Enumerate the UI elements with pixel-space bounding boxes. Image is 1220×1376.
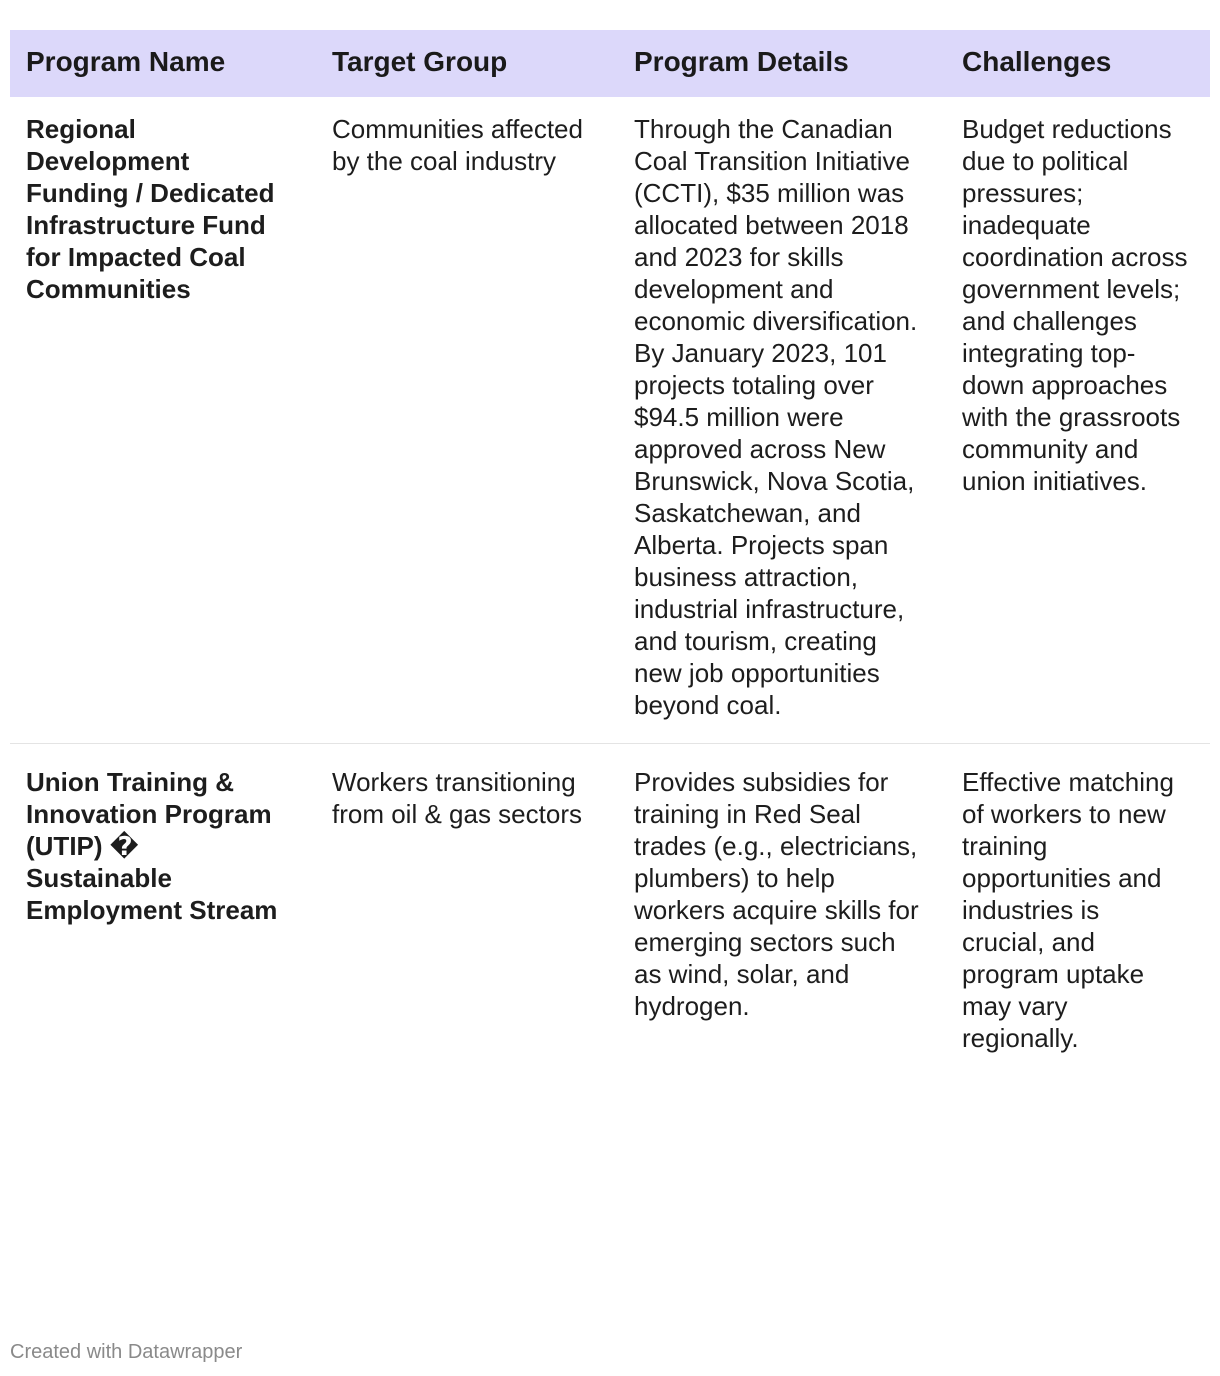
programs-table [10, 30, 1210, 1074]
cell-target-group: Communities affected by the coal industry [316, 97, 618, 744]
table-header [10, 30, 1210, 97]
datawrapper-credit: Created with Datawrapper [10, 1341, 243, 1363]
header-program-details: Program Details [634, 46, 849, 77]
table-body [10, 97, 1210, 1074]
cell-program-name: Union Training & Innovation Program (UTIP) � Sustainable Employment Stream [26, 767, 278, 925]
table-row [10, 744, 1210, 1075]
cell-program-details: Provides subsidies for training in Red Seal trades (e.g., electricians, plumbers) to help workers acquire skills for emerging sectors such as wind, solar, and hydrogen. [634, 767, 919, 1021]
cell-challenges: Effective matching of workers to new training opportunities and industries is crucial, and program uptake may vary regionally. [962, 767, 1174, 1053]
cell-program-details: Through the Canadian Coal Transition Initiative (CCTI), $35 million was allocated between 2018 and 2023 for skills development and economic diversification. By January 2023, 101 projects totaling over $94.5 million were approved across New Brunswick, Nova Scotia, Saskatchewan, and Alberta. Projects span business attraction, industrial infrastructure, and tourism, creating new job opportunities beyond coal. [618, 97, 946, 744]
header-challenges: Challenges [962, 46, 1112, 77]
programs-table-container [10, 30, 1210, 1074]
cell-challenges: Budget reductions due to political pressures; inadequate coordination across government levels; and challenges integrating top-down approaches with the grassroots community and union initiatives. [946, 97, 1210, 744]
header-target-group: Target Group [332, 46, 508, 77]
cell-program-name: Regional Development Funding / Dedicated Infrastructure Fund for Impacted Coal Communities [10, 97, 316, 744]
table-row [10, 97, 1210, 744]
header-row [10, 30, 1210, 97]
cell-target-group: Workers transitioning from oil & gas sectors [332, 767, 582, 829]
header-program-name: Program Name [26, 46, 226, 77]
